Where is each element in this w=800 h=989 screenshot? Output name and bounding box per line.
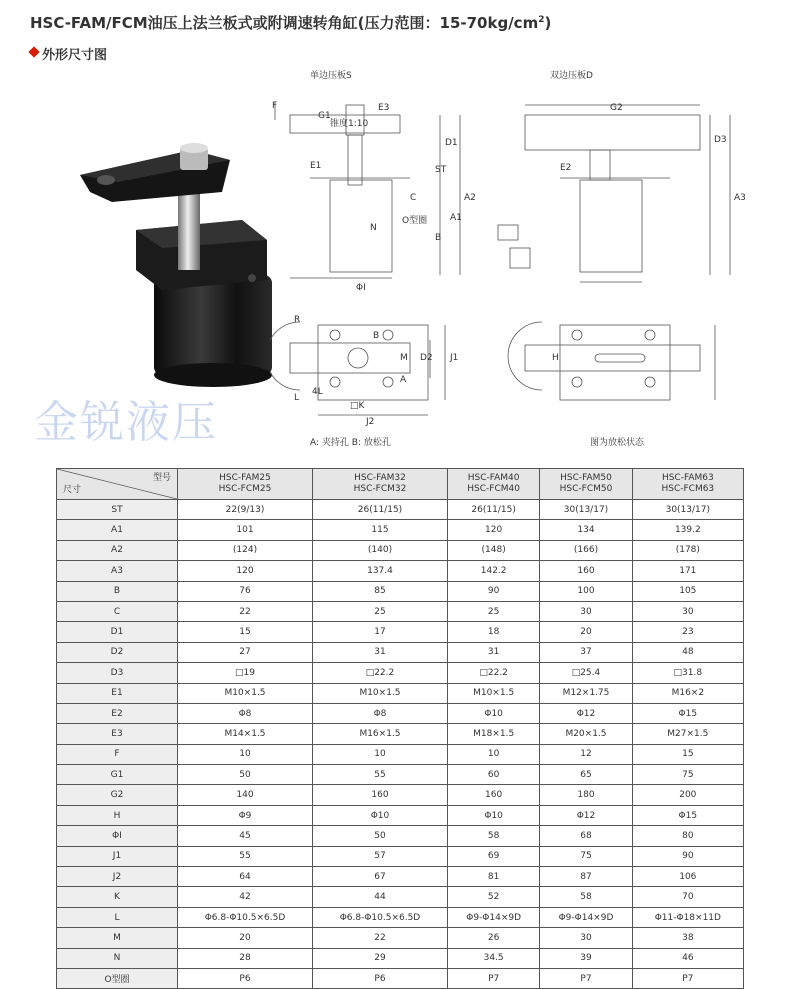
dimension-name-cell: B <box>57 581 178 601</box>
table-row <box>57 520 744 540</box>
dimension-name-cell: K <box>57 887 178 907</box>
dim-label: □K <box>350 401 365 411</box>
table-body <box>57 500 744 989</box>
dimension-name-cell: ΦI <box>57 826 178 846</box>
dim-label: D2 <box>420 353 433 363</box>
dimension-value-cell: 160 <box>540 561 632 581</box>
dim-label: G2 <box>610 103 623 113</box>
table-row <box>57 744 744 764</box>
dimension-value-cell: M27×1.5 <box>632 724 743 744</box>
dimension-name-cell: G1 <box>57 765 178 785</box>
table-row <box>57 948 744 968</box>
table-row <box>57 928 744 948</box>
dimension-value-cell: Φ15 <box>632 805 743 825</box>
table-row <box>57 968 744 988</box>
dim-label: F <box>272 101 278 111</box>
dimension-value-cell: 67 <box>312 867 447 887</box>
table-row <box>57 846 744 866</box>
dimension-name-cell: E1 <box>57 683 178 703</box>
table-row <box>57 683 744 703</box>
dimension-value-cell: 106 <box>632 867 743 887</box>
dimension-value-cell: 38 <box>632 928 743 948</box>
dimension-value-cell: 58 <box>447 826 539 846</box>
dimension-value-cell: 120 <box>447 520 539 540</box>
diamond-bullet-icon <box>28 46 39 57</box>
dimension-value-cell: Φ9-Φ14×9D <box>447 907 539 927</box>
dim-label: B <box>435 233 442 243</box>
dim-label: 4L <box>312 387 323 397</box>
dimension-value-cell: 45 <box>178 826 313 846</box>
dimension-value-cell: Φ8 <box>312 703 447 723</box>
dimension-value-cell: 200 <box>632 785 743 805</box>
dim-label: A2 <box>464 193 476 203</box>
table-row <box>57 642 744 662</box>
dimension-value-cell: M16×2 <box>632 683 743 703</box>
dimension-value-cell: P6 <box>178 968 313 988</box>
dimension-value-cell: Φ10 <box>447 703 539 723</box>
dimension-name-cell: F <box>57 744 178 764</box>
dimension-value-cell: □22.2 <box>447 663 539 683</box>
dim-label: L <box>294 393 300 403</box>
dimension-value-cell: 10 <box>312 744 447 764</box>
table-row <box>57 826 744 846</box>
dimension-value-cell: 140 <box>178 785 313 805</box>
spec-table <box>56 468 744 989</box>
caption-right: 图为放松状态 <box>590 438 645 448</box>
dim-label: A1 <box>450 213 462 223</box>
section-subtitle: 外形尺寸图 <box>42 48 108 63</box>
dim-label: ST <box>435 165 447 175</box>
dimension-value-cell: M18×1.5 <box>447 724 539 744</box>
model-header: HSC-FAM50 HSC-FCM50 <box>540 469 632 500</box>
dimension-value-cell: 30 <box>540 928 632 948</box>
dimension-value-cell: 81 <box>447 867 539 887</box>
corner-label-model: 型号 <box>152 473 171 483</box>
caption-left: A: 夹持孔 B: 放松孔 <box>310 438 391 448</box>
dimension-value-cell: 57 <box>312 846 447 866</box>
model-header: HSC-FAM25 HSC-FCM25 <box>178 469 313 500</box>
dim-label: E1 <box>310 161 322 171</box>
dimension-value-cell: M20×1.5 <box>540 724 632 744</box>
taper-label: 锥度1:10 <box>330 119 369 129</box>
dimension-value-cell: 31 <box>447 642 539 662</box>
dimension-name-cell: L <box>57 907 178 927</box>
dimension-value-cell: 10 <box>178 744 313 764</box>
dimension-value-cell: 10 <box>447 744 539 764</box>
dimension-value-cell: 64 <box>178 867 313 887</box>
dimension-name-cell: D3 <box>57 663 178 683</box>
dimension-name-cell: A1 <box>57 520 178 540</box>
dimension-value-cell: 55 <box>312 765 447 785</box>
dimension-value-cell: P7 <box>447 968 539 988</box>
dimension-value-cell: 20 <box>178 928 313 948</box>
dimension-value-cell: M10×1.5 <box>178 683 313 703</box>
table-row <box>57 581 744 601</box>
dimension-value-cell: 25 <box>312 601 447 621</box>
dimension-name-cell: A3 <box>57 561 178 581</box>
dim-label: R <box>294 315 301 325</box>
table-row <box>57 765 744 785</box>
dimension-value-cell: 85 <box>312 581 447 601</box>
dimension-value-cell: 12 <box>540 744 632 764</box>
dim-label: J1 <box>450 353 459 363</box>
dimension-name-cell: J1 <box>57 846 178 866</box>
table-row <box>57 724 744 744</box>
dimension-name-cell: M <box>57 928 178 948</box>
dim-label: ΦI <box>356 283 366 293</box>
dim-label: M <box>400 353 408 363</box>
table-row <box>57 540 744 560</box>
dimension-value-cell: 34.5 <box>447 948 539 968</box>
dimension-name-cell: D1 <box>57 622 178 642</box>
dimension-value-cell: 46 <box>632 948 743 968</box>
dimension-value-cell: 48 <box>632 642 743 662</box>
dimension-value-cell: 50 <box>312 826 447 846</box>
dimension-value-cell: □22.2 <box>312 663 447 683</box>
dimension-name-cell: G2 <box>57 785 178 805</box>
dimension-value-cell: M10×1.5 <box>447 683 539 703</box>
dimension-value-cell: (178) <box>632 540 743 560</box>
dimension-value-cell: 22 <box>312 928 447 948</box>
dimension-value-cell: 134 <box>540 520 632 540</box>
model-header: HSC-FAM40 HSC-FCM40 <box>447 469 539 500</box>
dim-label: C <box>410 193 417 203</box>
dimension-value-cell: 18 <box>447 622 539 642</box>
dimension-value-cell: P7 <box>540 968 632 988</box>
dimension-value-cell: 17 <box>312 622 447 642</box>
dimension-value-cell: (140) <box>312 540 447 560</box>
dimension-value-cell: Φ10 <box>312 805 447 825</box>
dimension-value-cell: 26 <box>447 928 539 948</box>
dimension-value-cell: 39 <box>540 948 632 968</box>
dimension-value-cell: 15 <box>632 744 743 764</box>
dimension-value-cell: 15 <box>178 622 313 642</box>
single-plate-label: 单边压板S <box>310 71 352 81</box>
dimension-name-cell: C <box>57 601 178 621</box>
dimension-value-cell: 27 <box>178 642 313 662</box>
dimension-name-cell: A2 <box>57 540 178 560</box>
dimension-value-cell: M10×1.5 <box>312 683 447 703</box>
table-row <box>57 785 744 805</box>
dimension-value-cell: Φ8 <box>178 703 313 723</box>
dimension-value-cell: 50 <box>178 765 313 785</box>
dimension-value-cell: 142.2 <box>447 561 539 581</box>
dim-label: H <box>552 353 559 363</box>
dimension-value-cell: 68 <box>540 826 632 846</box>
dimension-value-cell: (166) <box>540 540 632 560</box>
table-row <box>57 887 744 907</box>
dimension-value-cell: 22(9/13) <box>178 500 313 520</box>
dimension-value-cell: P7 <box>632 968 743 988</box>
double-plate-label: 双边压板D <box>550 71 593 81</box>
dimension-value-cell: 28 <box>178 948 313 968</box>
table-row <box>57 907 744 927</box>
dim-label: E3 <box>378 103 390 113</box>
dim-label: J2 <box>366 417 375 427</box>
dimension-value-cell: 76 <box>178 581 313 601</box>
model-header: HSC-FAM32 HSC-FCM32 <box>312 469 447 500</box>
cylinder-photo <box>72 130 282 390</box>
dimension-value-cell: Φ12 <box>540 805 632 825</box>
dimension-value-cell: Φ6.8-Φ10.5×6.5D <box>312 907 447 927</box>
dim-label: D1 <box>445 138 458 148</box>
dimension-value-cell: 160 <box>447 785 539 805</box>
dim-label: G1 <box>318 111 331 121</box>
table-header-row <box>57 469 744 500</box>
dim-label: O型圈 <box>402 216 428 226</box>
dimension-value-cell: □19 <box>178 663 313 683</box>
dimension-name-cell: H <box>57 805 178 825</box>
dimension-value-cell: Φ6.8-Φ10.5×6.5D <box>178 907 313 927</box>
table-row <box>57 622 744 642</box>
dimension-value-cell: 70 <box>632 887 743 907</box>
table-row <box>57 805 744 825</box>
dimension-name-cell: J2 <box>57 867 178 887</box>
page-title: HSC-FAM/FCM油压上法兰板式或附调速转角缸(压力范围：$15-70kg/cm^2$) <box>30 14 552 32</box>
dim-label: E2 <box>560 163 572 173</box>
table-row <box>57 500 744 520</box>
dimension-value-cell: M14×1.5 <box>178 724 313 744</box>
dimension-value-cell: Φ10 <box>447 805 539 825</box>
dimension-value-cell: 90 <box>447 581 539 601</box>
dim-label: A3 <box>734 193 746 203</box>
dimension-value-cell: 37 <box>540 642 632 662</box>
dimension-name-cell: E2 <box>57 703 178 723</box>
model-header: HSC-FAM63 HSC-FCM63 <box>632 469 743 500</box>
dimension-value-cell: 42 <box>178 887 313 907</box>
dimension-value-cell: P6 <box>312 968 447 988</box>
table-row <box>57 867 744 887</box>
dimension-value-cell: 80 <box>632 826 743 846</box>
table-row <box>57 561 744 581</box>
dimension-value-cell: M16×1.5 <box>312 724 447 744</box>
dimension-value-cell: 180 <box>540 785 632 805</box>
dimension-value-cell: □31.8 <box>632 663 743 683</box>
dimension-value-cell: 30 <box>632 601 743 621</box>
dimension-value-cell: 105 <box>632 581 743 601</box>
dimension-value-cell: (148) <box>447 540 539 560</box>
dim-label: A <box>400 375 407 385</box>
corner-label-size: 尺寸 <box>63 485 82 495</box>
dimension-drawing <box>270 60 770 460</box>
dimension-value-cell: Φ11-Φ18×11D <box>632 907 743 927</box>
dimension-value-cell: 90 <box>632 846 743 866</box>
dimension-name-cell: ST <box>57 500 178 520</box>
dimension-value-cell: 30(13/17) <box>540 500 632 520</box>
dimension-name-cell: O型圈 <box>57 968 178 988</box>
dimension-value-cell: 100 <box>540 581 632 601</box>
dim-label: B <box>373 331 380 341</box>
table-row <box>57 601 744 621</box>
dimension-value-cell: Φ9 <box>178 805 313 825</box>
dimension-value-cell: 69 <box>447 846 539 866</box>
dimension-value-cell: 75 <box>540 846 632 866</box>
dimension-value-cell: 87 <box>540 867 632 887</box>
dimension-value-cell: (124) <box>178 540 313 560</box>
dim-label: N <box>370 223 377 233</box>
dimension-value-cell: 139.2 <box>632 520 743 540</box>
dimension-value-cell: 20 <box>540 622 632 642</box>
dimension-value-cell: 30 <box>540 601 632 621</box>
dimension-value-cell: 75 <box>632 765 743 785</box>
watermark: 金锐液压 <box>34 397 218 448</box>
dimension-value-cell: 101 <box>178 520 313 540</box>
dimension-value-cell: 115 <box>312 520 447 540</box>
dimension-value-cell: 137.4 <box>312 561 447 581</box>
dimension-name-cell: N <box>57 948 178 968</box>
dimension-value-cell: 31 <box>312 642 447 662</box>
table-row <box>57 663 744 683</box>
dimension-value-cell: 22 <box>178 601 313 621</box>
dimension-value-cell: 65 <box>540 765 632 785</box>
dimension-value-cell: 58 <box>540 887 632 907</box>
dimension-value-cell: 44 <box>312 887 447 907</box>
dimension-name-cell: E3 <box>57 724 178 744</box>
dimension-value-cell: 60 <box>447 765 539 785</box>
dimension-value-cell: 52 <box>447 887 539 907</box>
dimension-value-cell: □25.4 <box>540 663 632 683</box>
dimension-value-cell: 160 <box>312 785 447 805</box>
dimension-value-cell: 26(11/15) <box>312 500 447 520</box>
dimension-value-cell: Φ9-Φ14×9D <box>540 907 632 927</box>
dimension-value-cell: 26(11/15) <box>447 500 539 520</box>
dimension-value-cell: 29 <box>312 948 447 968</box>
dim-label: D3 <box>714 135 727 145</box>
dimension-name-cell: D2 <box>57 642 178 662</box>
dimension-value-cell: Φ15 <box>632 703 743 723</box>
dimension-value-cell: M12×1.75 <box>540 683 632 703</box>
dimension-value-cell: 30(13/17) <box>632 500 743 520</box>
dimension-value-cell: 25 <box>447 601 539 621</box>
dimension-value-cell: Φ12 <box>540 703 632 723</box>
table-corner <box>57 469 178 500</box>
dimension-value-cell: 171 <box>632 561 743 581</box>
dimension-value-cell: 120 <box>178 561 313 581</box>
dimension-value-cell: 55 <box>178 846 313 866</box>
dimension-value-cell: 23 <box>632 622 743 642</box>
table-row <box>57 703 744 723</box>
